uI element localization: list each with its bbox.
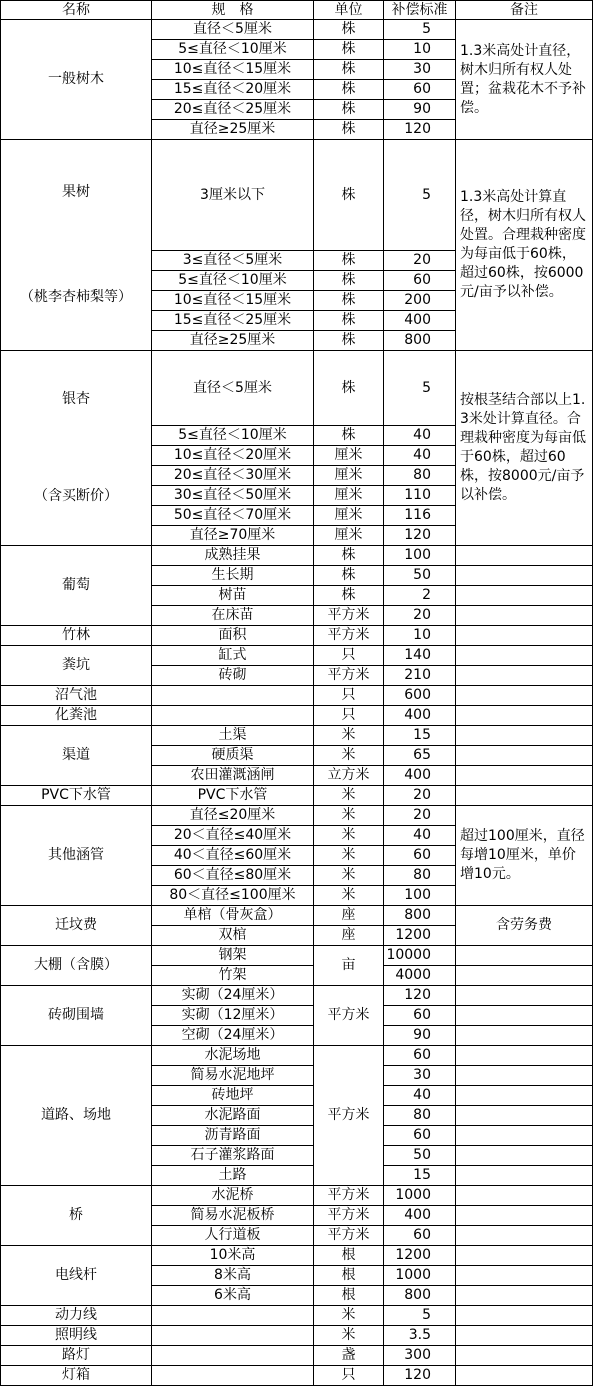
spec-cell: 5≤直径＜10厘米: [152, 40, 314, 60]
standard-cell: 140: [384, 646, 456, 666]
spec-cell: 实砌（24厘米）: [152, 986, 314, 1006]
header-unit: 单位: [314, 0, 384, 20]
standard-cell: 60: [384, 1226, 456, 1246]
unit-cell: 株: [314, 271, 384, 291]
spec-cell: 6米高: [152, 1286, 314, 1306]
spec-cell: 硬质渠: [152, 746, 314, 766]
spec-cell: 土路: [152, 1166, 314, 1186]
unit-cell: 只: [314, 1366, 384, 1386]
spec-cell: 简易水泥板桥: [152, 1206, 314, 1226]
spec-cell: 生长期: [152, 566, 314, 586]
unit-cell: 亩: [314, 946, 384, 986]
item-name: 粪坑: [0, 646, 152, 686]
unit-cell: 根: [314, 1266, 384, 1286]
item-name: 动力线: [0, 1306, 152, 1326]
spec-cell: 简易水泥地坪: [152, 1066, 314, 1086]
item-name: 照明线: [0, 1326, 152, 1346]
spec-cell: 竹架: [152, 966, 314, 986]
unit-cell: 米: [314, 1306, 384, 1326]
spec-cell: 直径＜5厘米: [152, 351, 314, 426]
standard-cell: 100: [384, 886, 456, 906]
standard-cell: 60: [384, 846, 456, 866]
standard-cell: 800: [384, 331, 456, 351]
standard-cell: 600: [384, 686, 456, 706]
standard-cell: 10000: [384, 946, 456, 966]
unit-cell: 平方米: [314, 626, 384, 646]
spec-cell: 缸式: [152, 646, 314, 666]
spec-cell: 80＜直径≤100厘米: [152, 886, 314, 906]
header-standard: 补偿标准: [384, 0, 456, 20]
spec-cell: 15≤直径＜20厘米: [152, 80, 314, 100]
item-name-cell: [0, 140, 152, 351]
unit-cell: 根: [314, 1286, 384, 1306]
spec-cell: 双棺: [152, 926, 314, 946]
remark-cell: [456, 1186, 593, 1206]
standard-cell: 1200: [384, 926, 456, 946]
unit-cell: 只: [314, 706, 384, 726]
unit-cell: 厘米: [314, 466, 384, 486]
standard-cell: 60: [384, 1046, 456, 1066]
item-name: 其他涵管: [0, 806, 152, 906]
remark-cell: [456, 586, 593, 606]
unit-cell: 株: [314, 251, 384, 271]
item-name: 道路、场地: [0, 1046, 152, 1186]
standard-cell: 15: [384, 726, 456, 746]
spec-cell: 水泥场地: [152, 1046, 314, 1066]
unit-cell: 平方米: [314, 666, 384, 686]
standard-cell: 10: [384, 40, 456, 60]
unit-cell: 株: [314, 311, 384, 331]
standard-cell: 1200: [384, 1246, 456, 1266]
spec-cell: 5≤直径＜10厘米: [152, 426, 314, 446]
standard-cell: 40: [384, 426, 456, 446]
remark-cell: [456, 1286, 593, 1306]
remark-cell: [456, 1166, 593, 1186]
standard-cell: 2: [384, 586, 456, 606]
unit-cell: 米: [314, 806, 384, 826]
standard-cell: 200: [384, 291, 456, 311]
standard-cell: 90: [384, 1026, 456, 1046]
spec-cell: 20≤直径＜25厘米: [152, 100, 314, 120]
standard-cell: 120: [384, 986, 456, 1006]
standard-cell: 210: [384, 666, 456, 686]
standard-cell: 20: [384, 786, 456, 806]
standard-cell: 800: [384, 1286, 456, 1306]
remark-cell: [456, 1026, 593, 1046]
spec-cell: 直径≥70厘米: [152, 526, 314, 546]
spec-cell: 10≤直径＜20厘米: [152, 446, 314, 466]
unit-cell: 株: [314, 120, 384, 140]
item-name: 渠道: [0, 726, 152, 786]
unit-cell: 平方米: [314, 1186, 384, 1206]
spec-cell: [152, 1346, 314, 1366]
standard-cell: 80: [384, 466, 456, 486]
unit-cell: 株: [314, 351, 384, 426]
standard-cell: 400: [384, 766, 456, 786]
spec-cell: 实砌（12厘米）: [152, 1006, 314, 1026]
item-name: 路灯: [0, 1346, 152, 1366]
spec-cell: [152, 706, 314, 726]
standard-cell: 120: [384, 526, 456, 546]
unit-cell: 平方米: [314, 606, 384, 626]
unit-cell: 根: [314, 1246, 384, 1266]
standard-cell: 90: [384, 100, 456, 120]
standard-cell: 80: [384, 866, 456, 886]
standard-cell: 120: [384, 120, 456, 140]
standard-cell: 50: [384, 566, 456, 586]
spec-cell: 土渠: [152, 726, 314, 746]
remark-cell: 含劳务费: [456, 906, 593, 946]
remark-cell: [456, 1126, 593, 1146]
remark-cell: [456, 626, 593, 646]
unit-cell: 盏: [314, 1346, 384, 1366]
remark-cell: [456, 1146, 593, 1166]
remark-cell: [456, 1346, 593, 1366]
unit-cell: 米: [314, 826, 384, 846]
unit-cell: 株: [314, 40, 384, 60]
remark-cell: [456, 686, 593, 706]
remark-cell: 超过100厘米，直径每增10厘米，单价增10元。: [456, 806, 593, 906]
standard-cell: 400: [384, 706, 456, 726]
unit-cell: 米: [314, 846, 384, 866]
standard-cell: 5: [384, 20, 456, 40]
spec-cell: [152, 1306, 314, 1326]
remark-cell: [456, 1266, 593, 1286]
item-name: 电线杆: [0, 1246, 152, 1306]
standard-cell: 110: [384, 486, 456, 506]
spec-cell: 直径≥25厘米: [152, 331, 314, 351]
item-name: 砖砌围墙: [0, 986, 152, 1046]
unit-cell: 厘米: [314, 486, 384, 506]
unit-cell: 株: [314, 331, 384, 351]
remark-cell: [456, 986, 593, 1006]
spec-cell: 直径≥25厘米: [152, 120, 314, 140]
unit-cell: 米: [314, 746, 384, 766]
remark-cell: [456, 1326, 593, 1346]
unit-cell: 株: [314, 80, 384, 100]
standard-cell: 40: [384, 826, 456, 846]
remark-cell: [456, 1366, 593, 1386]
standard-cell: 60: [384, 80, 456, 100]
unit-cell: 米: [314, 786, 384, 806]
remark-cell: [456, 1246, 593, 1266]
standard-cell: 10: [384, 626, 456, 646]
item-name: 竹林: [0, 626, 152, 646]
header-remark: 备注: [456, 0, 593, 20]
remark-cell: 1.3米高处计算直径，树木归所有权人处置。合理栽种密度为每亩低于60株，超过60株，按6000元/亩予以补偿。: [456, 140, 593, 351]
spec-cell: 50≤直径＜70厘米: [152, 506, 314, 526]
remark-cell: [456, 1006, 593, 1026]
header-spec: 规 格: [152, 0, 314, 20]
remark-cell: [456, 606, 593, 626]
item-name: 灯箱: [0, 1366, 152, 1386]
standard-cell: 20: [384, 606, 456, 626]
item-name: 葡萄: [0, 546, 152, 626]
standard-cell: 116: [384, 506, 456, 526]
spec-cell: 15≤直径＜25厘米: [152, 311, 314, 331]
standard-cell: 4000: [384, 966, 456, 986]
spec-cell: 10≤直径＜15厘米: [152, 60, 314, 80]
spec-cell: 单棺（骨灰盒）: [152, 906, 314, 926]
item-name: 桥: [0, 1186, 152, 1246]
unit-cell: 厘米: [314, 526, 384, 546]
remark-cell: [456, 1086, 593, 1106]
spec-cell: 水泥路面: [152, 1106, 314, 1126]
remark-cell: [456, 546, 593, 566]
unit-cell: 株: [314, 566, 384, 586]
unit-cell: 米: [314, 726, 384, 746]
remark-cell: 按根茎结合部以上1.3米处计算直径。合理栽种密度为每亩低于60株，超过60株，按8000元/亩予以补偿。: [456, 351, 593, 546]
standard-cell: 30: [384, 60, 456, 80]
standard-cell: 60: [384, 1006, 456, 1026]
remark-cell: [456, 1306, 593, 1326]
unit-cell: 厘米: [314, 446, 384, 466]
unit-cell: 米: [314, 866, 384, 886]
unit-cell: 株: [314, 546, 384, 566]
standard-cell: 50: [384, 1146, 456, 1166]
standard-cell: 1000: [384, 1266, 456, 1286]
standard-cell: 60: [384, 1126, 456, 1146]
spec-cell: 成熟挂果: [152, 546, 314, 566]
unit-cell: 米: [314, 1326, 384, 1346]
item-name-cell: [0, 351, 152, 546]
standard-cell: 30: [384, 1066, 456, 1086]
unit-cell: 座: [314, 926, 384, 946]
spec-cell: 人行道板: [152, 1226, 314, 1246]
unit-cell: 株: [314, 140, 384, 251]
spec-cell: 直径≤20厘米: [152, 806, 314, 826]
unit-cell: 米: [314, 886, 384, 906]
spec-cell: 20＜直径≤40厘米: [152, 826, 314, 846]
standard-cell: 100: [384, 546, 456, 566]
standard-cell: 20: [384, 251, 456, 271]
remark-cell: 1.3米高处计直径，树木归所有权人处置；盆栽花木不予补偿。: [456, 20, 593, 140]
item-name-note: （桃李杏柿梨等）: [20, 289, 132, 305]
unit-cell: 株: [314, 586, 384, 606]
standard-cell: 5: [384, 140, 456, 251]
unit-cell: 只: [314, 686, 384, 706]
unit-cell: 平方米: [314, 1226, 384, 1246]
spec-cell: 树苗: [152, 586, 314, 606]
unit-cell: 株: [314, 20, 384, 40]
spec-cell: 沥青路面: [152, 1126, 314, 1146]
spec-cell: 5≤直径＜10厘米: [152, 271, 314, 291]
item-name: 一般树木: [0, 20, 152, 140]
spec-cell: [152, 686, 314, 706]
spec-cell: 20≤直径＜30厘米: [152, 466, 314, 486]
standard-cell: 800: [384, 906, 456, 926]
spec-cell: 砖砌: [152, 666, 314, 686]
remark-cell: [456, 1206, 593, 1226]
spec-cell: 石子灌浆路面: [152, 1146, 314, 1166]
spec-cell: 农田灌溉涵闸: [152, 766, 314, 786]
standard-cell: 5: [384, 1306, 456, 1326]
spec-cell: 10≤直径＜15厘米: [152, 291, 314, 311]
unit-cell: 株: [314, 60, 384, 80]
remark-cell: [456, 1066, 593, 1086]
unit-cell: 株: [314, 426, 384, 446]
spec-cell: 空砌（24厘米）: [152, 1026, 314, 1046]
spec-cell: 40＜直径≤60厘米: [152, 846, 314, 866]
spec-cell: 钢架: [152, 946, 314, 966]
standard-cell: 300: [384, 1346, 456, 1366]
spec-cell: 3≤直径＜5厘米: [152, 251, 314, 271]
standard-cell: 1000: [384, 1186, 456, 1206]
remark-cell: [456, 706, 593, 726]
item-name: 沼气池: [0, 686, 152, 706]
remark-cell: [456, 946, 593, 966]
remark-cell: [456, 566, 593, 586]
standard-cell: 5: [384, 351, 456, 426]
standard-cell: 400: [384, 1206, 456, 1226]
unit-cell: 立方米: [314, 766, 384, 786]
remark-cell: [456, 666, 593, 686]
unit-cell: 平方米: [314, 1046, 384, 1186]
spec-cell: 砖地坪: [152, 1086, 314, 1106]
item-name: 银杏: [62, 391, 90, 407]
item-name-note: （含买断价）: [34, 488, 118, 504]
standard-cell: 60: [384, 271, 456, 291]
standard-cell: 3.5: [384, 1326, 456, 1346]
spec-cell: 10米高: [152, 1246, 314, 1266]
standard-cell: 120: [384, 1366, 456, 1386]
item-name: 大棚（含膜）: [0, 946, 152, 986]
spec-cell: 直径＜5厘米: [152, 20, 314, 40]
spec-cell: 在床苗: [152, 606, 314, 626]
spec-cell: 面积: [152, 626, 314, 646]
unit-cell: 只: [314, 646, 384, 666]
standard-cell: 15: [384, 1166, 456, 1186]
spec-cell: [152, 1326, 314, 1346]
remark-cell: [456, 1046, 593, 1066]
spec-cell: 30≤直径＜50厘米: [152, 486, 314, 506]
unit-cell: 平方米: [314, 986, 384, 1046]
spec-cell: [152, 1366, 314, 1386]
remark-cell: [456, 786, 593, 806]
remark-cell: [456, 726, 593, 746]
standard-cell: 40: [384, 446, 456, 466]
standard-cell: 20: [384, 806, 456, 826]
remark-cell: [456, 766, 593, 786]
unit-cell: 平方米: [314, 1206, 384, 1226]
spec-cell: 8米高: [152, 1266, 314, 1286]
item-name: PVC下水管: [0, 786, 152, 806]
header-name: 名称: [0, 0, 152, 20]
remark-cell: [456, 1226, 593, 1246]
spec-cell: 3厘米以下: [152, 140, 314, 251]
remark-cell: [456, 746, 593, 766]
unit-cell: 厘米: [314, 506, 384, 526]
standard-cell: 400: [384, 311, 456, 331]
unit-cell: 座: [314, 906, 384, 926]
standard-cell: 65: [384, 746, 456, 766]
remark-cell: [456, 646, 593, 666]
standard-cell: 80: [384, 1106, 456, 1126]
remark-cell: [456, 966, 593, 986]
spec-cell: 60＜直径≤80厘米: [152, 866, 314, 886]
spec-cell: 水泥桥: [152, 1186, 314, 1206]
standard-cell: 40: [384, 1086, 456, 1106]
item-name: 迁坟费: [0, 906, 152, 946]
unit-cell: 株: [314, 100, 384, 120]
spec-cell: PVC下水管: [152, 786, 314, 806]
item-name: 化粪池: [0, 706, 152, 726]
remark-cell: [456, 1106, 593, 1126]
unit-cell: 株: [314, 291, 384, 311]
item-name: 果树: [62, 184, 90, 200]
